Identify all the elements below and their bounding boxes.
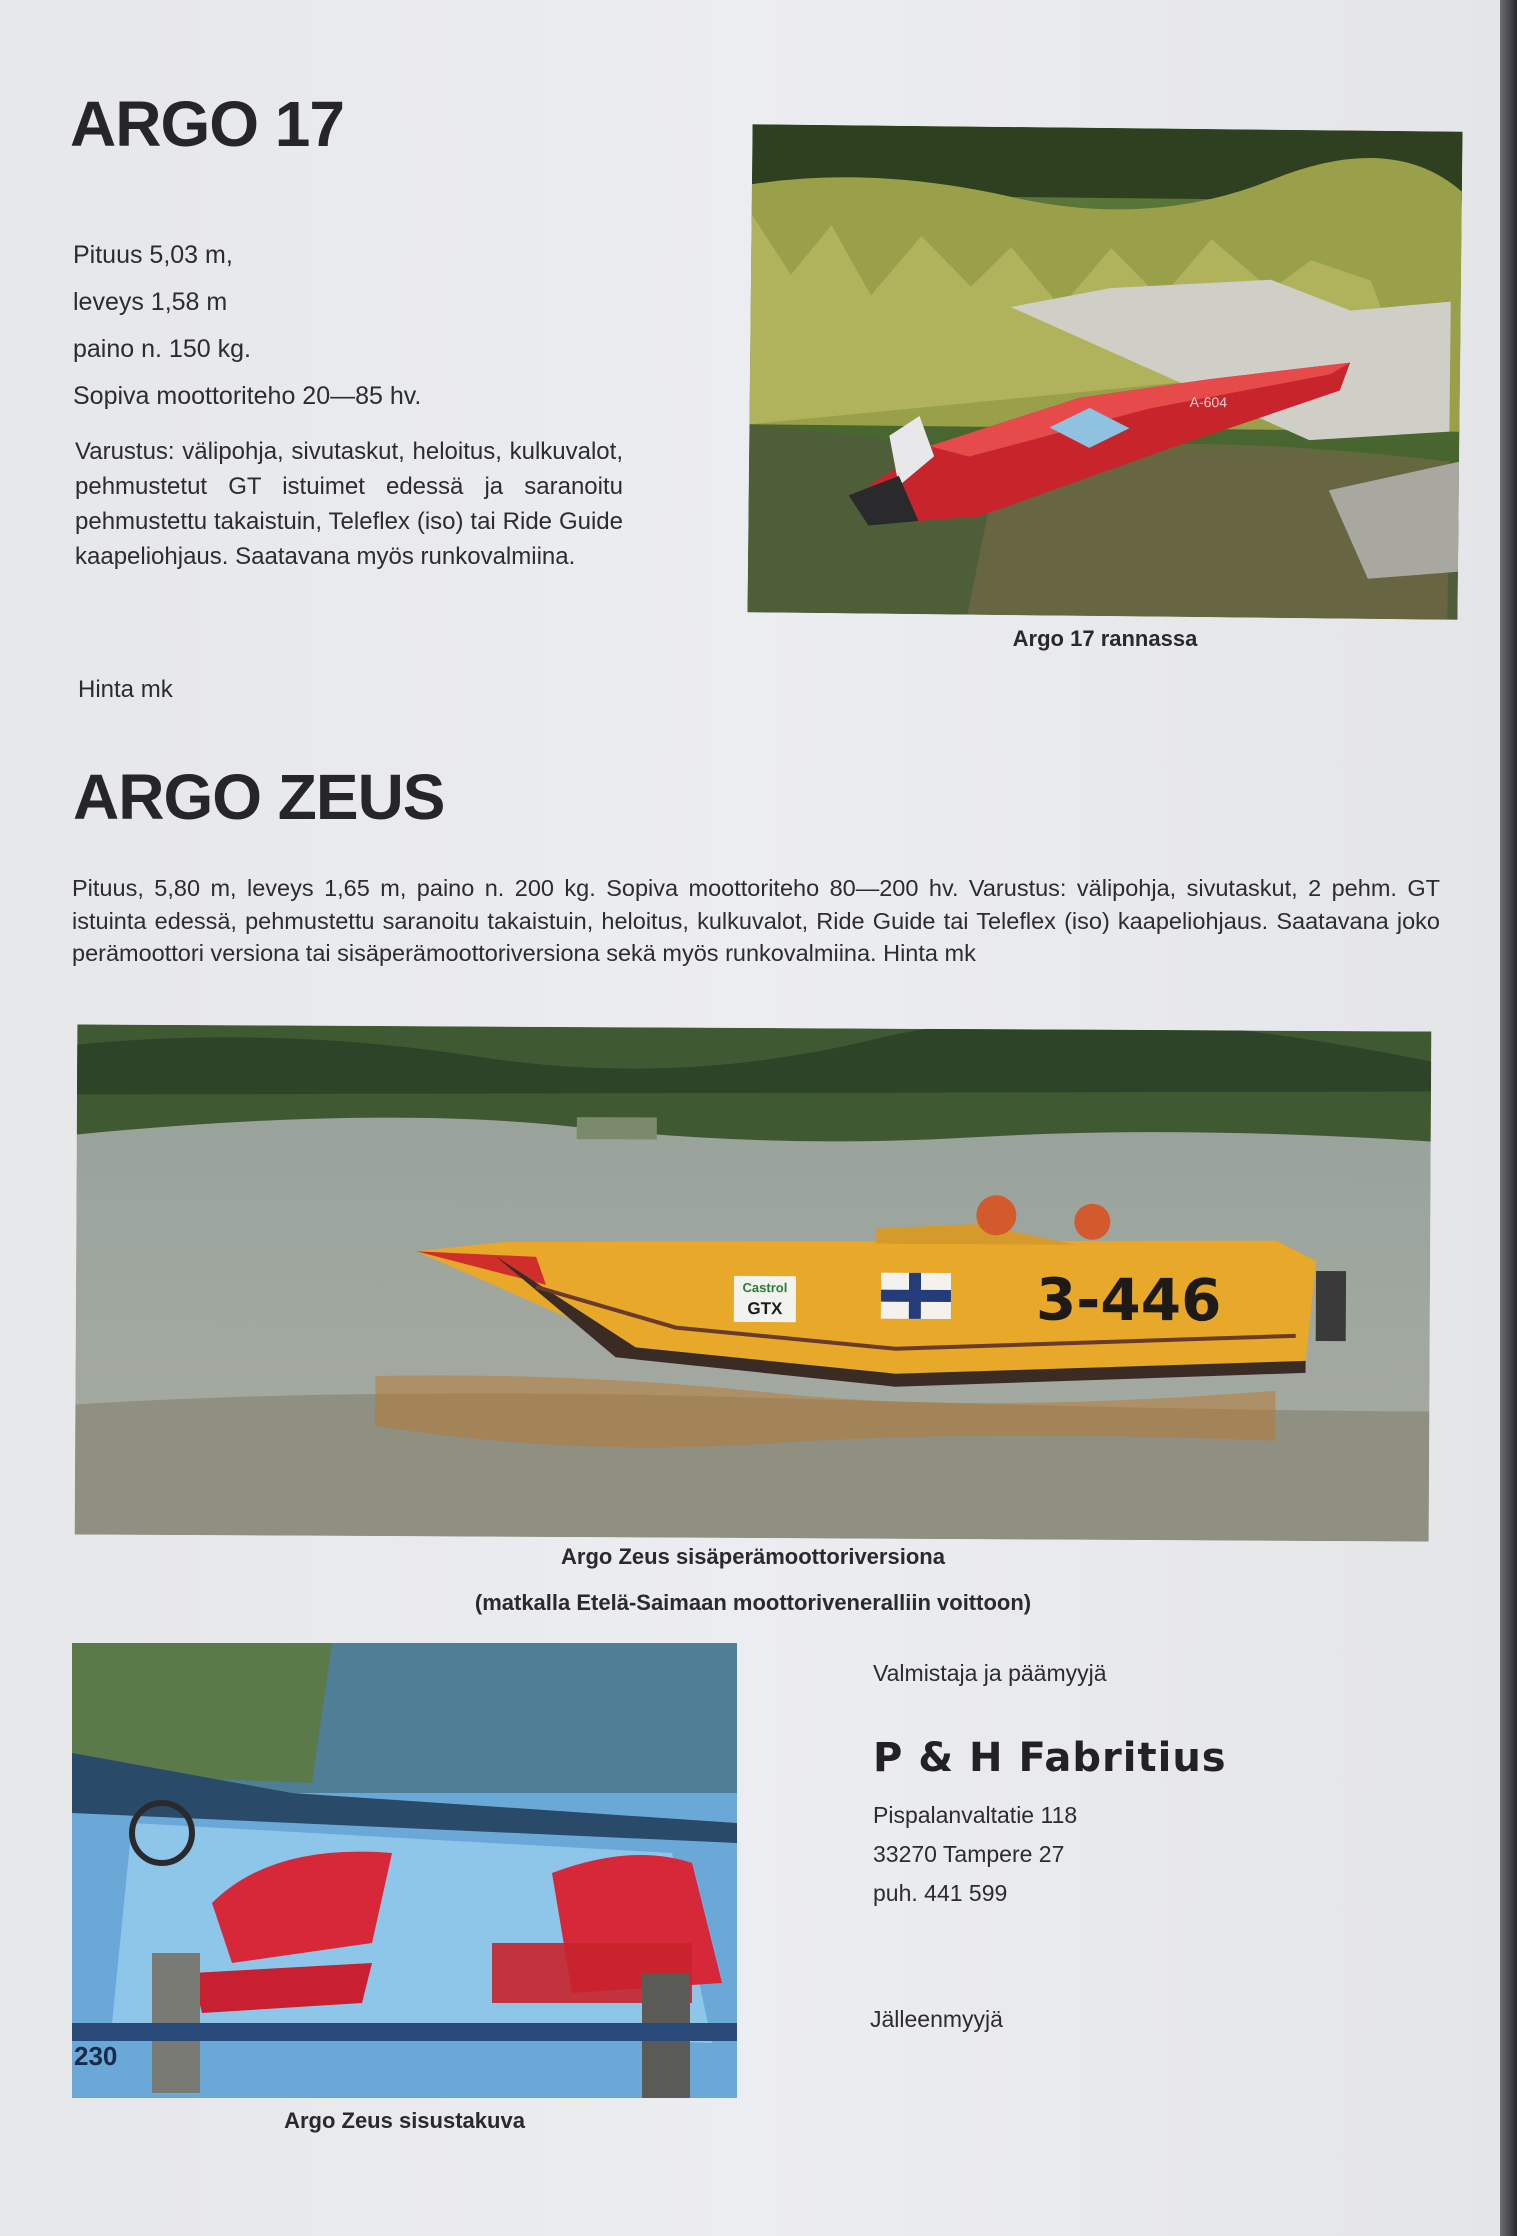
argo17-title: ARGO 17 bbox=[70, 88, 344, 160]
argo17-specs bbox=[73, 232, 633, 420]
argo17-photo-caption: Argo 17 rannassa bbox=[1012, 626, 1198, 651]
zeus-interior-number: 230 bbox=[74, 2041, 118, 2071]
address-street: Pispalanvaltatie 118 bbox=[873, 1802, 1078, 1828]
zeus-photo-caption-2: (matkalla Etelä-Saimaan moottoriveneralliin voittoon) bbox=[474, 1590, 1032, 1615]
zeus-title: ARGO ZEUS bbox=[73, 761, 445, 833]
zeus-sponsor-bottom: GTX bbox=[747, 1298, 783, 1319]
argo17-spec-power: Sopiva moottoriteho 20—85 hv. bbox=[73, 382, 422, 410]
company-address bbox=[873, 1796, 1077, 1913]
argo17-hull-number: A-604 bbox=[1189, 393, 1228, 411]
company-name: P & H Fabritius bbox=[873, 1735, 1227, 1781]
zeus-interior-photo bbox=[72, 1643, 737, 2098]
zeus-photo bbox=[75, 1024, 1432, 1541]
argo17-spec-width: leveys 1,58 m bbox=[73, 288, 228, 316]
zeus-race-number: 3-446 bbox=[1035, 1265, 1222, 1335]
zeus-description: Pituus, 5,80 m, leveys 1,65 m, paino n. 200 kg. Sopiva moottoriteho 80—200 hv. Varustus: välipohja, sivutaskut, 2 pehm. GT istuinta edessä, pehmustettu saranoitu takaistuin, heloitus, kulkuvalot, Ride Guide tai Teleflex (iso) kaapeliohjaus. Saatavana joko perämoottori versiona tai sisäperämoottoriversiona sekä myös runkovalmiina. Hinta mk bbox=[72, 875, 1440, 966]
zeus-photo-caption-1: Argo Zeus sisäperämoottoriversiona bbox=[561, 1544, 945, 1569]
argo17-photo bbox=[747, 124, 1462, 619]
argo17-price: Hinta mk bbox=[78, 676, 173, 703]
address-phone: puh. 441 599 bbox=[873, 1880, 1008, 1906]
zeus-sponsor-top: Castrol bbox=[742, 1279, 788, 1296]
argo17-equipment: Varustus: välipohja, sivutaskut, heloitus, kulkuvalot, pehmustetut GT istuimet edessä ja saranoitu pehmustettu takaistuin, Teleflex (iso) tai Ride Guide kaapeliohjaus. Saatavana myös runkovalmiina. bbox=[75, 438, 623, 570]
reseller-label: Jälleenmyyjä bbox=[870, 2006, 1003, 2032]
book-spine-edge bbox=[1500, 0, 1517, 2236]
argo17-spec-length: Pituus 5,03 m, bbox=[73, 241, 233, 269]
address-city: 33270 Tampere 27 bbox=[873, 1841, 1065, 1867]
argo17-spec-weight: paino n. 150 kg. bbox=[73, 335, 251, 363]
zeus-interior-caption: Argo Zeus sisustakuva bbox=[284, 2108, 525, 2133]
maker-label: Valmistaja ja päämyyjä bbox=[873, 1660, 1107, 1686]
